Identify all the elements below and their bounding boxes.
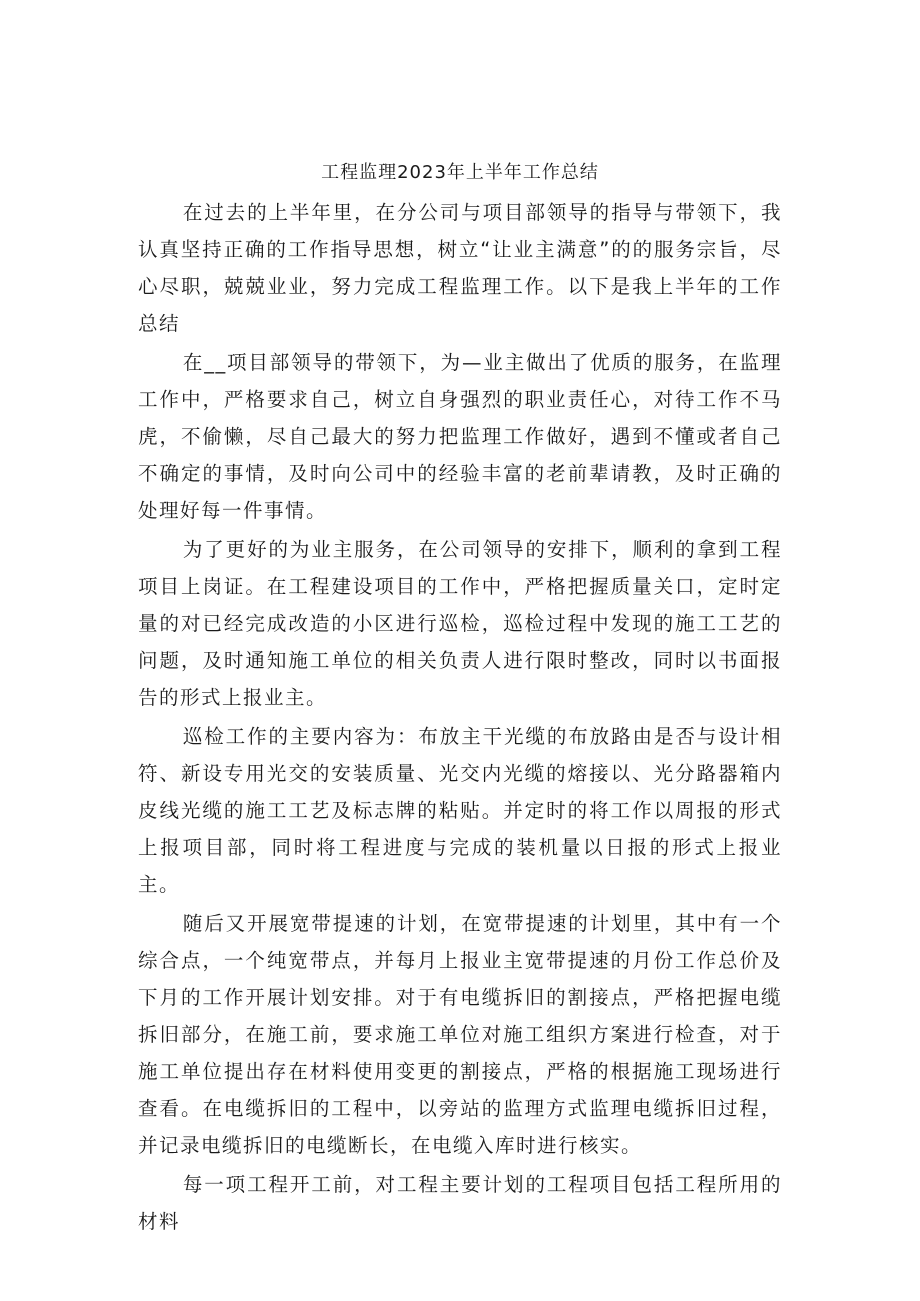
document-body xyxy=(138,194,782,1242)
paragraph-3: 为了更好的为业主服务，在公司领导的安排下，顺利的拿到工程项目上岗证。在工程建设项目的工作中，严格把握质量关口，定时定量的对已经完成改造的小区进行巡检，巡检过程中发现的施工工艺的问题，及时通知施工单位的相关负责人进行限时整改，同时以书面报告的形式上报业主。 xyxy=(138,538,782,709)
paragraph-2: 在__项目部领导的带领下，为—业主做出了优质的服务，在监理工作中，严格要求自己，树立自身强烈的职业责任心，对待工作不马虎，不偷懒，尽自己最大的努力把监理工作做好，遇到不懂或者自己不确定的事情，及时向公司中的经验丰富的老前辈请教，及时正确的处理好每一件事情。 xyxy=(138,351,782,522)
paragraph-1: 在过去的上半年里，在分公司与项目部领导的指导与带领下，我认真坚持正确的工作指导思想，树立“让业主满意”的的服务宗旨，尽心尽职，兢兢业业，努力完成工程监理工作。以下是我上半年的工作总结 xyxy=(138,201,782,335)
paragraph-5: 随后又开展宽带提速的计划，在宽带提速的计划里，其中有一个综合点，一个纯宽带点，并每月上报业主宽带提速的月份工作总价及下月的工作开展计划安排。对于有电缆拆旧的割接点，严格把握电缆拆旧部分，在施工前，要求施工单位对施工组织方案进行检查，对于施工单位提出存在材料使用变更的割接点，严格的根据施工现场进行查看。在电缆拆旧的工程中，以旁站的监理方式监理电缆拆旧过程，并记录电缆拆旧的电缆断长，在电缆入库时进行核实。 xyxy=(138,912,782,1157)
paragraph-4: 巡检工作的主要内容为：布放主干光缆的布放路由是否与设计相符、新设专用光交的安装质量、光交内光缆的熔接以、光分路器箱内皮线光缆的施工工艺及标志牌的粘贴。并定时的将工作以周报的形式上报项目部，同时将工程进度与完成的装机量以日报的形式上报业主。 xyxy=(138,725,782,896)
paragraph-6: 每一项工程开工前，对工程主要计划的工程项目包括工程所用的材料 xyxy=(138,1173,782,1233)
document-title: 工程监理2023年上半年工作总结 xyxy=(321,162,599,183)
